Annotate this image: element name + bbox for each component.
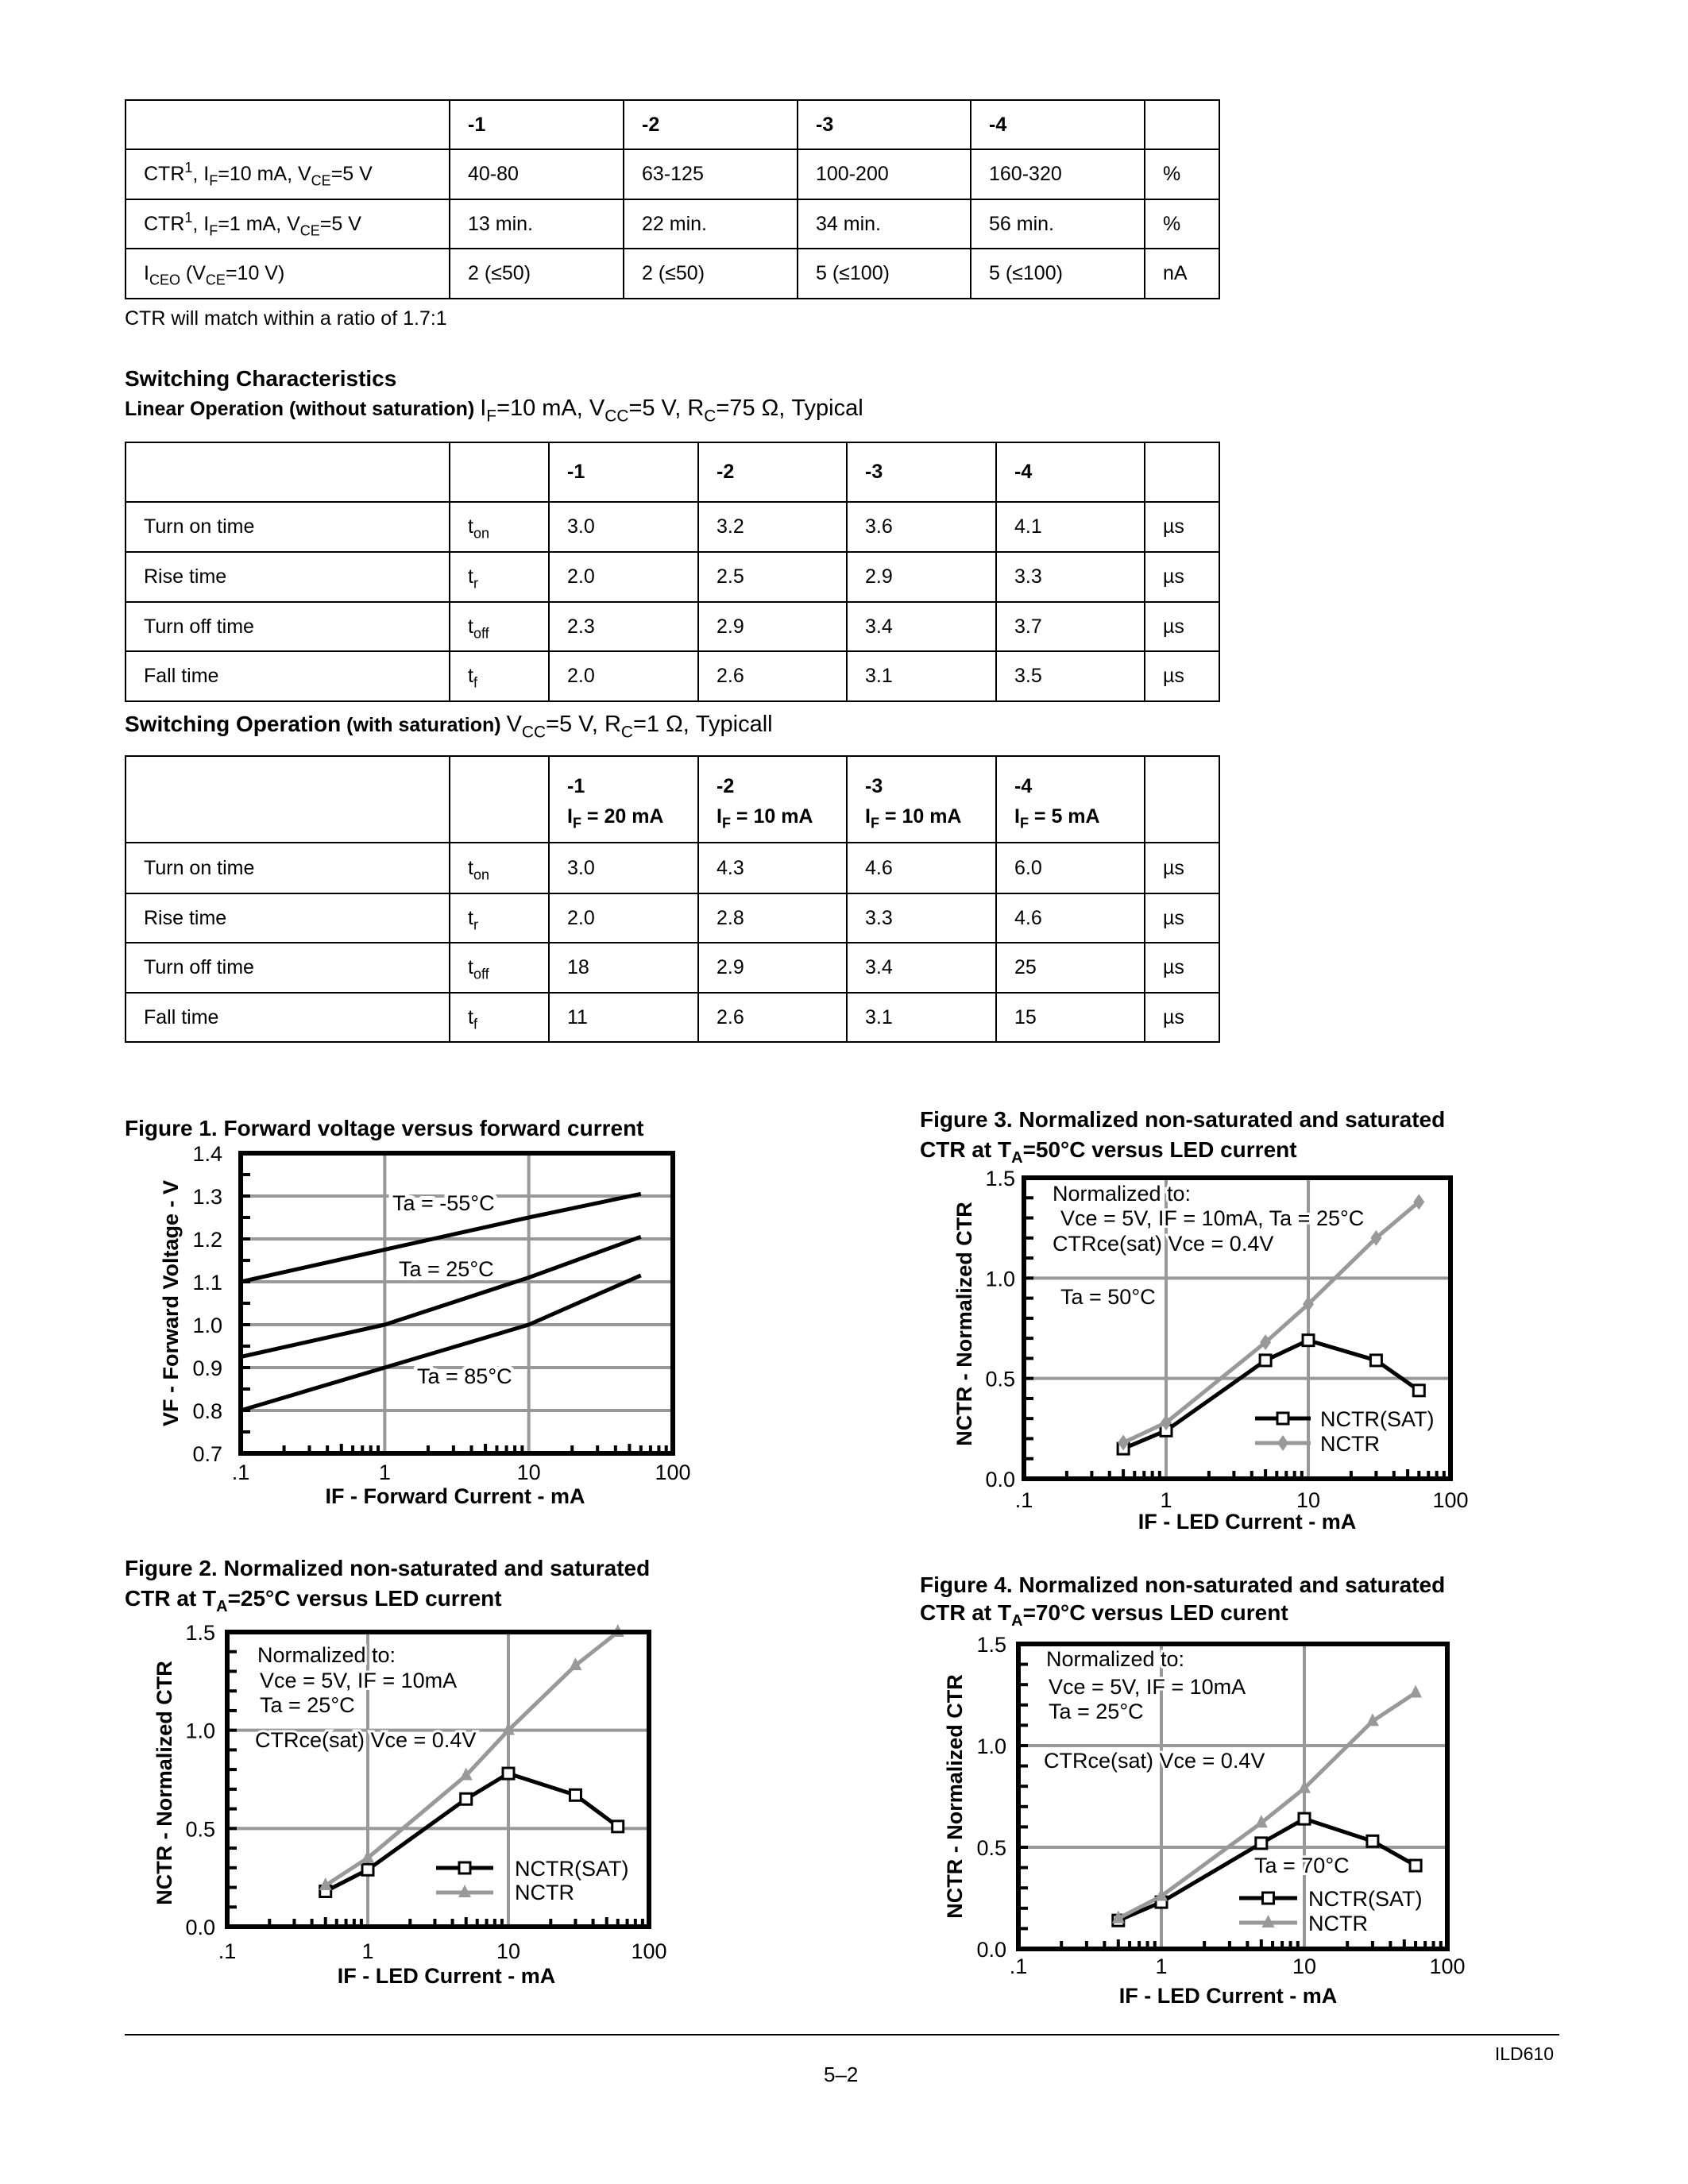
value-cell: 6.0: [996, 843, 1145, 893]
value-cell: 3.0: [549, 502, 698, 552]
y-axis-title: NCTR - Normalized CTR: [153, 1661, 176, 1905]
parameter-cell: Rise time: [126, 893, 450, 943]
value-cell: 3.6: [847, 502, 996, 552]
value-cell: 4.3: [698, 843, 847, 893]
series-label: Ta = 85°C: [417, 1364, 512, 1388]
x-tick-label: 100: [655, 1461, 691, 1484]
caption-subscript: C: [620, 723, 633, 742]
header-segment: -3: [865, 775, 883, 797]
figure-3: [920, 1107, 1469, 1534]
symbol-subscript: f: [473, 1015, 477, 1032]
x-tick-label: 1: [378, 1461, 391, 1484]
value-cell: 18: [549, 943, 698, 993]
parameter-supscript: 1: [184, 209, 193, 226]
value-cell: 2.0: [549, 651, 698, 701]
text-segment: Figure 2. Normalized non-saturated and saturated: [125, 1556, 651, 1580]
chart-annotation: CTRce(sat) Vce = 0.4V: [1053, 1232, 1274, 1256]
value-cell: 3.1: [847, 651, 996, 701]
chart-annotation: Ta = 25°C: [1049, 1700, 1144, 1723]
y-tick-label: 0.5: [976, 1836, 1006, 1860]
x-tick-label: 10: [496, 1939, 521, 1963]
header-segment: -4: [1014, 775, 1033, 797]
y-tick-label: 0.0: [976, 1938, 1006, 1962]
value-cell: 3.2: [698, 502, 847, 552]
x-tick-label: 100: [1432, 1488, 1469, 1512]
series-line-ta-25-c: [241, 1237, 641, 1356]
square-marker: [1260, 1355, 1271, 1366]
y-tick-label: 1.0: [192, 1314, 222, 1337]
chart-annotation: Normalized to:: [1046, 1647, 1185, 1671]
text-segment: =50°C versus LED current: [1022, 1137, 1297, 1162]
y-tick-label: 0.8: [192, 1399, 222, 1423]
chart-annotation: Normalized to:: [257, 1643, 396, 1667]
column-header: -1: [450, 100, 624, 149]
caption-segment: =10 mA, V: [496, 396, 605, 421]
unit-cell: µs: [1145, 993, 1219, 1042]
value-cell: 3.1: [847, 993, 996, 1042]
y-tick-label: 1.2: [192, 1228, 222, 1252]
value-cell: 2.0: [549, 552, 698, 602]
symbol-segment: t: [468, 665, 473, 687]
figure-title-line: [920, 1600, 1288, 1630]
value-cell: 3.7: [996, 602, 1145, 651]
text-segment: CTR at T: [125, 1586, 217, 1611]
header-subscript: F: [870, 815, 879, 832]
header-segment: I: [567, 805, 573, 828]
symbol-segment: t: [468, 515, 473, 538]
value-cell: 2.0: [549, 893, 698, 943]
value-cell: 2.6: [698, 993, 847, 1042]
symbol-segment: t: [468, 906, 473, 929]
parameter-cell: Fall time: [126, 651, 450, 701]
symbol-segment: t: [468, 956, 473, 978]
parameter-cell: Turn on time: [126, 502, 450, 552]
header-segment: = 10 mA: [879, 805, 962, 828]
subscript: A: [1011, 1612, 1023, 1630]
header-segment: -2: [717, 461, 735, 483]
value-cell: 13 min.: [450, 199, 624, 249]
legend-label: NCTR: [1320, 1432, 1380, 1456]
square-marker: [362, 1864, 373, 1875]
triangle-marker: [1409, 1684, 1422, 1697]
square-marker: [1367, 1835, 1378, 1846]
y-tick-label: 1.5: [976, 1633, 1006, 1657]
x-tick-label: .1: [1014, 1488, 1033, 1512]
x-tick-label: .1: [218, 1939, 237, 1963]
switching-characteristics-heading: Switching Characteristics: [125, 366, 397, 391]
x-tick-label: .1: [1009, 1954, 1028, 1978]
unit-cell: nA: [1145, 249, 1219, 299]
parameter-subscript: F: [209, 222, 218, 238]
parameter-segment: I: [144, 262, 149, 284]
caption-segment: (with saturation): [341, 714, 507, 736]
figure-title-line: [125, 1116, 644, 1140]
square-marker: [1303, 1335, 1314, 1346]
x-axis-title: IF - Forward Current - mA: [325, 1484, 585, 1508]
text-segment: CTR at T: [920, 1137, 1012, 1162]
value-cell: 2.8: [698, 893, 847, 943]
x-tick-label: .1: [231, 1461, 250, 1484]
value-cell: 3.5: [996, 651, 1145, 701]
parameter-subscript: CEO: [149, 272, 180, 288]
header-segment: -1: [567, 775, 585, 797]
value-cell: 2.6: [698, 651, 847, 701]
parameter-segment: =1 mA, V: [218, 212, 300, 235]
x-tick-label: 1: [361, 1939, 374, 1963]
caption-segment: =5 V, R: [628, 396, 705, 421]
y-axis-title: NCTR - Normalized CTR: [952, 1202, 976, 1446]
value-cell: 34 min.: [798, 199, 971, 249]
square-marker: [612, 1821, 624, 1832]
value-cell: 2 (≤50): [450, 249, 624, 299]
text-segment: Figure 1. Forward voltage versus forward current: [125, 1116, 644, 1140]
x-axis-title: IF - LED Current - mA: [1118, 1984, 1338, 2008]
chart-annotation: Vce = 5V, IF = 10mA, Ta = 25°C: [1060, 1206, 1365, 1230]
series-label: Ta = -55°C: [392, 1191, 495, 1215]
value-cell: 5 (≤100): [798, 249, 971, 299]
caption-segment: V: [506, 712, 522, 737]
x-tick-label: 10: [1296, 1488, 1321, 1512]
unit-cell: µs: [1145, 893, 1219, 943]
y-axis-title: VF - Forward Voltage - V: [159, 1179, 183, 1427]
parameter-segment: CTR: [144, 163, 185, 185]
legend-label: NCTR: [1308, 1912, 1368, 1935]
x-tick-label: 100: [1429, 1954, 1466, 1978]
parameter-segment: =5 V: [330, 163, 373, 185]
parameter-cell: Rise time: [126, 552, 450, 602]
value-cell: 3.3: [847, 893, 996, 943]
header-segment: -4: [1014, 461, 1033, 483]
parameter-subscript: CE: [205, 272, 226, 288]
y-tick-label: 0.9: [192, 1356, 222, 1380]
column-header: -2: [624, 100, 798, 149]
square-marker: [503, 1768, 514, 1779]
header-segment: I: [717, 805, 722, 828]
square-marker: [1413, 1385, 1424, 1396]
unit-cell: %: [1145, 199, 1219, 249]
value-cell: 25: [996, 943, 1145, 993]
y-tick-label: 0.7: [192, 1442, 222, 1466]
parameter-subscript: CE: [299, 222, 320, 238]
symbol-segment: t: [468, 856, 473, 879]
parameter-supscript: 1: [184, 160, 193, 176]
legend-label: NCTR(SAT): [1320, 1407, 1435, 1431]
figure-title-line: [920, 1137, 1297, 1167]
parameter-cell: Turn on time: [126, 843, 450, 893]
y-tick-label: 1.0: [185, 1719, 215, 1743]
header-segment: -2: [717, 775, 735, 797]
y-tick-label: 0.0: [985, 1468, 1015, 1491]
y-tick-label: 0.0: [185, 1916, 215, 1939]
header-segment: -3: [865, 461, 883, 483]
text-segment: =70°C versus LED curent: [1022, 1600, 1288, 1625]
y-tick-label: 0.5: [185, 1817, 215, 1842]
header-subscript: F: [572, 815, 581, 832]
footer-page-number: 5–2: [824, 2062, 859, 2086]
symbol-subscript: off: [473, 624, 489, 641]
unit-cell: µs: [1145, 602, 1219, 651]
figure-1: [125, 1116, 691, 1508]
square-marker: [1299, 1813, 1310, 1824]
x-tick-label: 100: [631, 1939, 667, 1963]
caption-segment: Switching Operation: [125, 712, 342, 736]
figure-title-line: [125, 1586, 502, 1615]
header-segment: I: [1014, 805, 1020, 828]
figure-4: [920, 1572, 1466, 2008]
value-cell: 4.1: [996, 502, 1145, 552]
symbol-subscript: f: [473, 674, 477, 691]
symbol-segment: t: [468, 1005, 473, 1028]
y-tick-label: 0.5: [985, 1367, 1015, 1391]
figure-title-line: [125, 1556, 650, 1580]
y-axis-title: NCTR - Normalized CTR: [943, 1674, 967, 1919]
value-cell: 5 (≤100): [971, 249, 1145, 299]
x-axis-title: IF - LED Current - mA: [1138, 1510, 1357, 1534]
x-axis-title: IF - LED Current - mA: [337, 1964, 556, 1988]
caption-segment: =1 Ω, Typicall: [633, 712, 773, 737]
parameter-cell: Fall time: [126, 993, 450, 1042]
chart-annotation: Ta = 25°C: [260, 1693, 355, 1717]
parameter-subscript: CE: [311, 172, 331, 189]
value-cell: 2.3: [549, 602, 698, 651]
diamond-marker: [1277, 1435, 1288, 1451]
legend-label: NCTR(SAT): [515, 1857, 629, 1881]
parameter-segment: =10 V): [225, 262, 285, 284]
value-cell: 2.5: [698, 552, 847, 602]
y-tick-label: 1.1: [192, 1271, 222, 1295]
symbol-subscript: on: [473, 866, 489, 882]
header-segment: -1: [567, 461, 585, 483]
square-marker: [1256, 1838, 1267, 1849]
parameter-segment: =10 mA, V: [218, 163, 311, 185]
square-marker: [1410, 1860, 1421, 1871]
unit-cell: µs: [1145, 502, 1219, 552]
text-segment: =25°C versus LED current: [227, 1586, 502, 1611]
parameter-segment: , I: [192, 212, 210, 235]
ctr-match-note: CTR will match within a ratio of 1.7:1: [125, 307, 447, 330]
x-tick-label: 10: [1292, 1954, 1317, 1978]
x-tick-label: 1: [1155, 1954, 1168, 1978]
chart-annotation: CTRce(sat) Vce = 0.4V: [1044, 1749, 1265, 1773]
value-cell: 15: [996, 993, 1145, 1042]
unit-cell: µs: [1145, 943, 1219, 993]
y-tick-label: 1.4: [192, 1142, 222, 1166]
caption-subscript: CC: [521, 723, 547, 742]
caption-subscript: CC: [605, 407, 629, 426]
parameter-cell: Turn off time: [126, 943, 450, 993]
x-tick-label: 10: [516, 1461, 541, 1484]
parameter-segment: =5 V: [319, 212, 361, 235]
header-segment: I: [865, 805, 871, 828]
caption-segment: =5 V, R: [546, 712, 621, 737]
value-cell: 3.4: [847, 602, 996, 651]
square-marker: [1263, 1893, 1274, 1904]
value-cell: 100-200: [798, 149, 971, 199]
x-tick-label: 1: [1160, 1488, 1172, 1512]
symbol-subscript: off: [473, 966, 489, 982]
subscript: A: [1011, 1149, 1023, 1167]
text-segment: CTR at T: [920, 1600, 1012, 1625]
header-subscript: F: [1019, 815, 1029, 832]
value-cell: 4.6: [996, 893, 1145, 943]
unit-cell: µs: [1145, 843, 1219, 893]
caption-subscript: C: [704, 407, 717, 426]
square-marker: [461, 1793, 472, 1804]
unit-cell: µs: [1145, 651, 1219, 701]
caption-subscript: F: [486, 407, 497, 426]
subscript: A: [216, 1598, 228, 1615]
parameter-segment: , I: [192, 163, 210, 185]
legend-label: NCTR(SAT): [1308, 1887, 1423, 1911]
symbol-segment: t: [468, 615, 473, 638]
legend-label: NCTR: [515, 1881, 574, 1904]
figure-title-line: [920, 1572, 1445, 1597]
square-marker: [459, 1862, 470, 1873]
value-cell: 2.9: [698, 602, 847, 651]
footer-document-id: ILD610: [1494, 2043, 1554, 2064]
header-segment: = 20 mA: [581, 805, 664, 828]
series-label: Ta = 25°C: [399, 1257, 494, 1281]
symbol-segment: t: [468, 565, 473, 588]
value-cell: 40-80: [450, 149, 624, 199]
symbol-subscript: r: [473, 575, 478, 592]
value-cell: 2.9: [698, 943, 847, 993]
header-segment: = 5 mA: [1028, 805, 1100, 828]
value-cell: 2.9: [847, 552, 996, 602]
square-marker: [570, 1789, 581, 1800]
column-header: -3: [798, 100, 971, 149]
column-header: -4: [971, 100, 1145, 149]
symbol-subscript: on: [473, 525, 489, 542]
chart-annotation: Normalized to:: [1053, 1182, 1192, 1206]
figure-2: [125, 1556, 667, 1988]
text-segment: Figure 4. Normalized non-saturated and saturated: [920, 1572, 1446, 1597]
value-cell: 63-125: [624, 149, 798, 199]
caption-segment: =75 Ω, Typical: [716, 396, 863, 421]
value-cell: 56 min.: [971, 199, 1145, 249]
text-segment: Figure 3. Normalized non-saturated and saturated: [920, 1107, 1446, 1132]
y-tick-label: 1.3: [192, 1185, 222, 1209]
unit-cell: %: [1145, 149, 1219, 199]
chart-annotation: Ta = 50°C: [1060, 1285, 1156, 1309]
symbol-subscript: r: [473, 916, 478, 932]
chart-annotation: Vce = 5V, IF = 10mA: [1049, 1675, 1246, 1699]
square-marker: [1370, 1355, 1381, 1366]
value-cell: 3.0: [549, 843, 698, 893]
value-cell: 3.3: [996, 552, 1145, 602]
value-cell: 3.4: [847, 943, 996, 993]
header-segment: = 10 mA: [730, 805, 813, 828]
parameter-subscript: F: [209, 172, 218, 189]
square-marker: [1277, 1413, 1288, 1424]
chart-annotation: Ta = 70°C: [1254, 1854, 1350, 1877]
header-subscript: F: [721, 815, 731, 832]
caption-segment: Linear Operation (without saturation): [125, 398, 481, 420]
value-cell: 4.6: [847, 843, 996, 893]
parameter-cell: Turn off time: [126, 602, 450, 651]
parameter-segment: CTR: [144, 212, 185, 235]
caption-segment: I: [480, 396, 487, 421]
parameter-segment: (V: [180, 262, 206, 284]
figure-title-line: [920, 1107, 1445, 1132]
y-tick-label: 1.0: [985, 1267, 1015, 1291]
y-tick-label: 1.5: [985, 1167, 1015, 1190]
y-tick-label: 1.0: [976, 1734, 1006, 1758]
chart-annotation: CTRce(sat) Vce = 0.4V: [255, 1728, 477, 1752]
unit-cell: µs: [1145, 552, 1219, 602]
value-cell: 160-320: [971, 149, 1145, 199]
value-cell: 22 min.: [624, 199, 798, 249]
footer-divider: [125, 2034, 1559, 2035]
chart-annotation: Vce = 5V, IF = 10mA: [260, 1669, 458, 1692]
value-cell: 2 (≤50): [624, 249, 798, 299]
value-cell: 11: [549, 993, 698, 1042]
y-tick-label: 1.5: [185, 1621, 215, 1645]
